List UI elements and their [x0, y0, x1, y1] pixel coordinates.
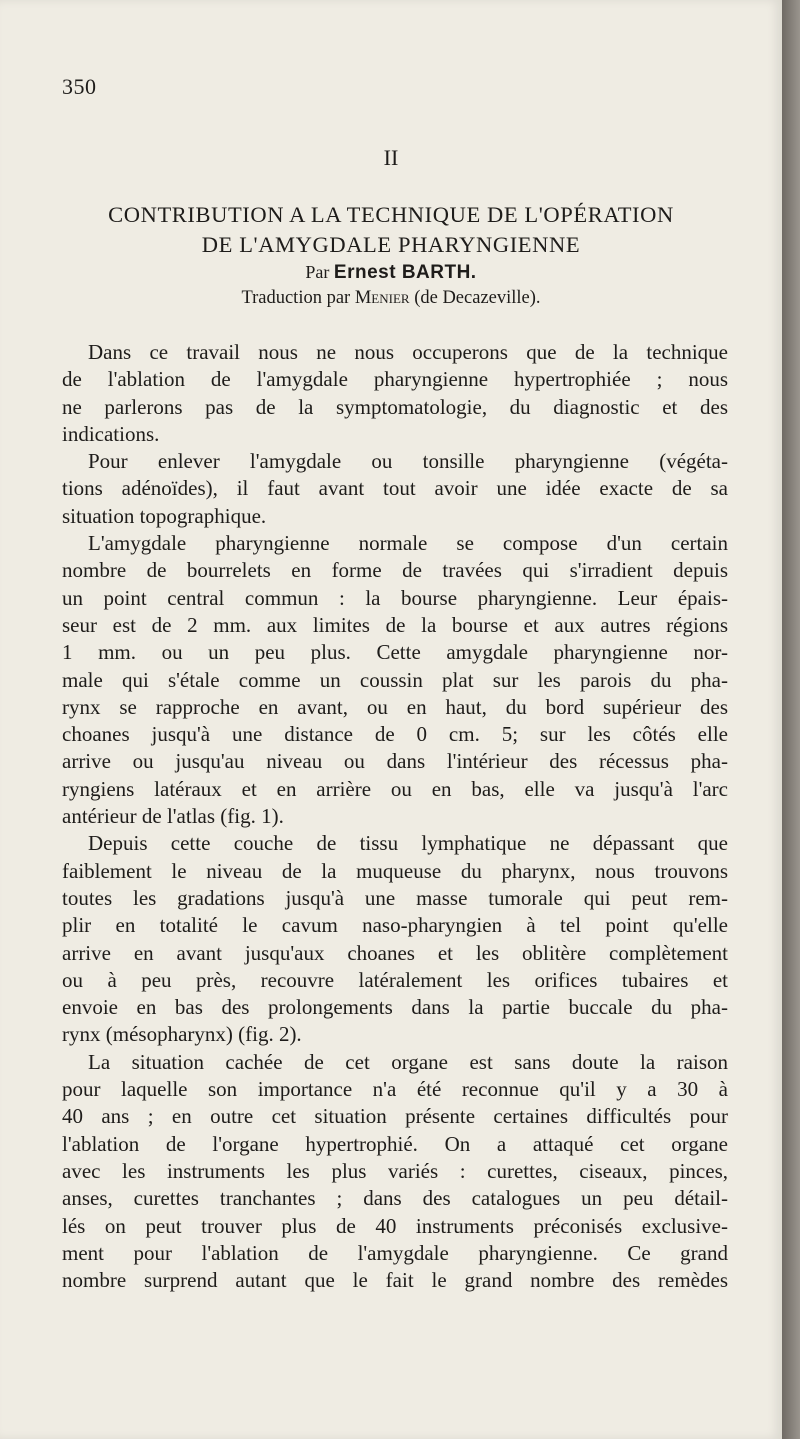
- text-line: de l'ablation de l'amygdale pharyngienne hypertrophiée ; nous: [62, 367, 728, 392]
- title-line-1: CONTRIBUTION A LA TECHNIQUE DE L'OPÉRATION: [108, 202, 674, 227]
- author-line: [0, 262, 782, 284]
- text-line: l'ablation de l'organe hypertrophié. On a attaqué cet organe: [62, 1131, 728, 1156]
- author-prefix: Par: [305, 262, 330, 282]
- text-line: antérieur de l'atlas (fig. 1).: [62, 804, 284, 829]
- text-line: ment pour l'ablation de l'amygdale pharyngienne. Ce grand: [62, 1240, 728, 1265]
- title-line-2: DE L'AMYGDALE PHARYNGIENNE: [201, 232, 581, 257]
- section-numeral: II: [383, 145, 399, 170]
- translation-prefix: Traduction par: [241, 288, 351, 308]
- text-line: arrive en avant jusqu'aux choanes et les oblitère complètement: [62, 940, 728, 965]
- page-edge: [782, 0, 800, 1439]
- text-line: seur est de 2 mm. aux limites de la bourse et aux autres régions: [62, 612, 728, 637]
- translator-place: (de Decazeville).: [414, 288, 541, 308]
- text-line: male qui s'étale comme un coussin plat sur les parois du pha-: [62, 667, 728, 692]
- text-line: plir en totalité le cavum naso-pharyngien à tel point qu'elle: [62, 913, 728, 938]
- text-line: pour laquelle son importance n'a été reconnue qu'il y a 30 à: [62, 1077, 728, 1102]
- text-line: envoie en bas des prolongements dans la partie buccale du pha-: [62, 995, 728, 1020]
- text-line: 40 ans ; en outre cet situation présente certaines difficultés pour: [62, 1104, 728, 1129]
- text-line: 1 mm. ou un peu plus. Cette amygdale pharyngienne nor-: [62, 640, 728, 665]
- text-line: choanes jusqu'à une distance de 0 cm. 5; sur les côtés elle: [62, 722, 728, 747]
- text-line: Dans ce travail nous ne nous occuperons que de la technique: [88, 340, 728, 364]
- article-title: [40, 200, 742, 260]
- text-line: rynx se rapproche en avant, ou en haut, du bord supérieur des: [62, 694, 728, 719]
- text-line: situation topographique.: [62, 503, 267, 528]
- text-line: faiblement le niveau de la muqueuse du pharynx, nous trouvons: [62, 858, 728, 883]
- text-line: Depuis cette couche de tissu lymphatique ne dépassant que: [88, 831, 728, 856]
- text-line: ou à peu près, recouvre latéralement les orifices tubaires et: [62, 967, 728, 992]
- text-line: arrive ou jusqu'au niveau ou dans l'intérieur des récessus pha-: [62, 749, 728, 774]
- text-line: La situation cachée de cet organe est sans doute la raison: [88, 1049, 728, 1074]
- text-line: lés on peut trouver plus de 40 instruments préconisés exclusive-: [62, 1213, 728, 1238]
- text-line: nombre de bourrelets en forme de travées qui s'irradient depuis: [62, 558, 728, 583]
- text-line: ryngiens latéraux et en arrière ou en bas, elle va jusqu'à l'arc: [62, 776, 728, 801]
- text-line: tions adénoïdes), il faut avant tout avoir une idée exacte de sa: [62, 476, 728, 501]
- text-line: indications.: [62, 421, 160, 446]
- text-line: un point central commun : la bourse pharyngienne. Leur épais-: [62, 585, 728, 610]
- author-name: Ernest BARTH.: [333, 262, 477, 283]
- translator-name: Menier: [354, 288, 410, 308]
- page-number: 350: [62, 74, 97, 99]
- text-line: Pour enlever l'amygdale ou tonsille pharyngienne (végéta-: [88, 449, 728, 474]
- text-line: nombre surprend autant que le fait le grand nombre des remèdes: [62, 1268, 728, 1293]
- text-line: avec les instruments les plus variés : curettes, ciseaux, pinces,: [62, 1158, 728, 1183]
- text-line: toutes les gradations jusqu'à une masse tumorale qui peut rem-: [62, 885, 728, 910]
- body-text: [62, 339, 728, 1294]
- translation-credit: [0, 288, 782, 309]
- text-line: ne parlerons pas de la symptomatologie, du diagnostic et des: [62, 394, 728, 419]
- text-line: L'amygdale pharyngienne normale se compose d'un certain: [88, 531, 728, 556]
- text-line: rynx (mésopharynx) (fig. 2).: [62, 1022, 302, 1047]
- text-line: anses, curettes tranchantes ; dans des catalogues un peu détail-: [62, 1186, 728, 1211]
